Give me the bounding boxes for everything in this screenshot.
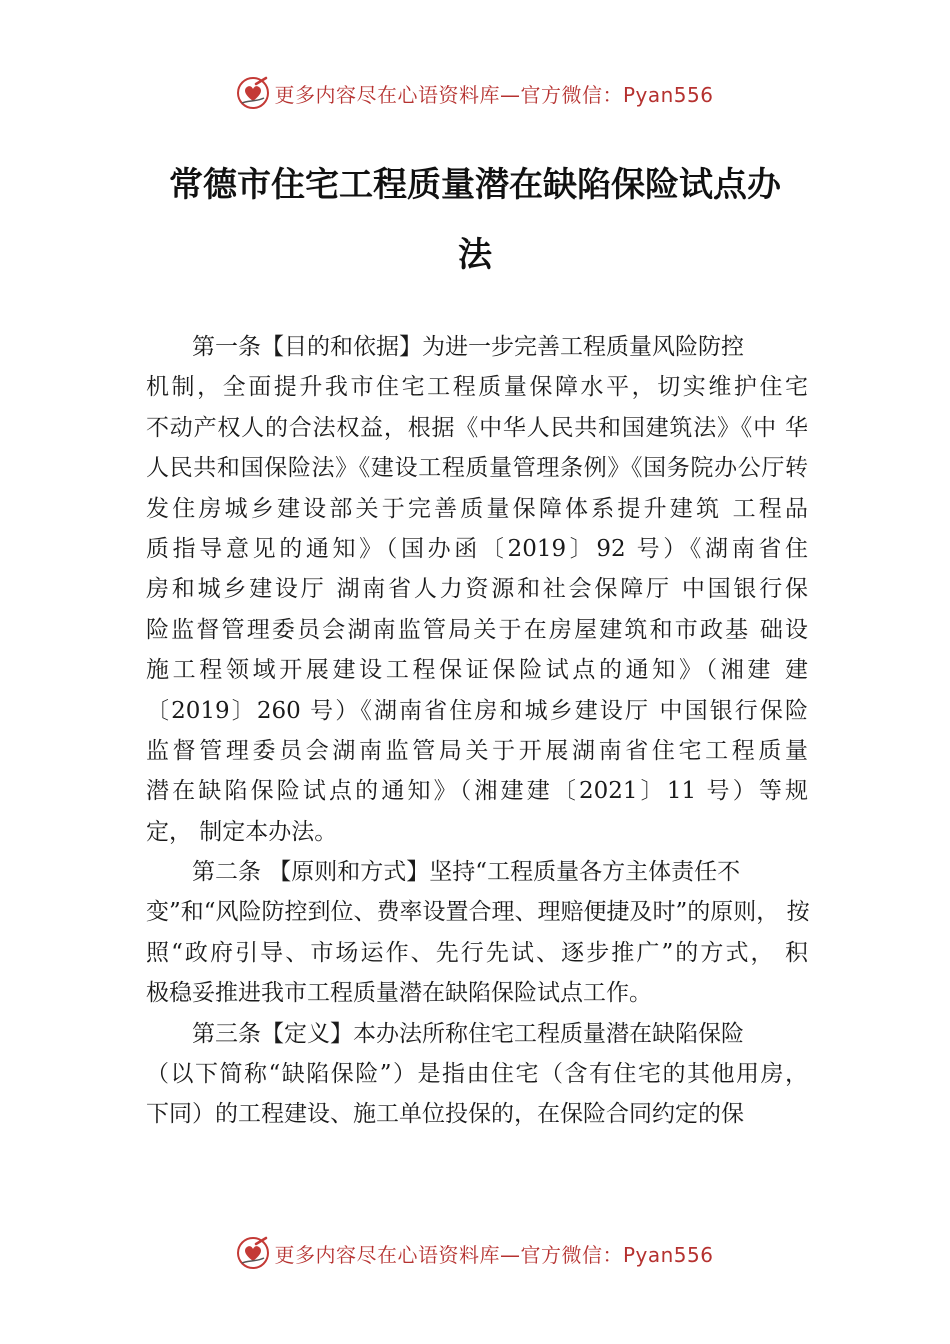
footer-banner — [0, 1228, 950, 1278]
article-2-line: 第二条 【原则和方式】坚持“工程质量各方主体责任不 — [192, 859, 741, 886]
article-1-line: 定， 制定本办法。 — [146, 818, 338, 845]
title-line: 法 — [458, 235, 492, 275]
article-1-line: 险监督管理委员会湖南监管局关于在房屋建筑和市政基 础设 — [146, 616, 808, 643]
article-1-line: 不动产权人的合法权益，根据《中华人民共和国建筑法》《中 华 — [146, 414, 808, 441]
article-2-line: 变”和“风险防控到位、费率设置合理、理赔便捷及时”的原则， 按 — [146, 899, 810, 926]
article-1-line: 施工程领域开展建设工程保证保险试点的通知》（湘建 建 — [146, 657, 808, 684]
article-1-line: 监督管理委员会湖南监管局关于开展湖南省住宅工程质量 — [146, 737, 808, 764]
article-3-line: 第三条【定义】本办法所称住宅工程质量潜在缺陷保险 — [192, 1020, 744, 1047]
header-banner — [0, 68, 950, 118]
article-1-line: 〔2019〕260 号）《湖南省住房和城乡建设厅 中国银行保险 — [146, 697, 808, 724]
header-banner-text: 更多内容尽在心语资料库—官方微信：Pyan556 — [274, 82, 714, 107]
article-1-line: 人民共和国保险法》《建设工程质量管理条例》《国务院办公厅转 — [146, 455, 808, 482]
article-1-line: 质指导意见的通知》（国办函〔2019〕92 号）《湖南省住 — [146, 535, 808, 562]
title-line: 常德市住宅工程质量潜在缺陷保险试点办 — [169, 165, 781, 205]
article-1-line: 房和城乡建设厅 湖南省人力资源和社会保障厅 中国银行保 — [146, 576, 808, 603]
document-title — [140, 150, 810, 290]
article-1-line: 机制，全面提升我市住宅工程质量保障水平，切实维护住宅 — [146, 374, 808, 401]
article-3-line: 下同）的工程建设、施工单位投保的，在保险合同约定的保 — [146, 1101, 744, 1128]
heart-pen-logo-icon — [236, 76, 270, 110]
heart-pen-logo-icon — [236, 1236, 270, 1270]
article-1-line: 潜在缺陷保险试点的通知》（湘建建〔2021〕11 号）等规 — [146, 778, 808, 805]
article-3-line: （以下简称“缺陷保险”）是指由住宅（含有住宅的其他用房， — [146, 1061, 808, 1088]
footer-banner-text: 更多内容尽在心语资料库—官方微信：Pyan556 — [274, 1242, 714, 1267]
article-2-line: 照“政府引导、市场运作、先行先试、逐步推广”的方式， 积 — [146, 939, 808, 966]
article-1-line: 发住房城乡建设部关于完善质量保障体系提升建筑 工程品 — [146, 495, 808, 522]
article-1-line: 第一条【目的和依据】为进一步完善工程质量风险防控 — [192, 334, 744, 360]
article-2-line: 极稳妥推进我市工程质量潜在缺陷保险试点工作。 — [146, 980, 652, 1007]
document-body — [146, 327, 808, 1135]
